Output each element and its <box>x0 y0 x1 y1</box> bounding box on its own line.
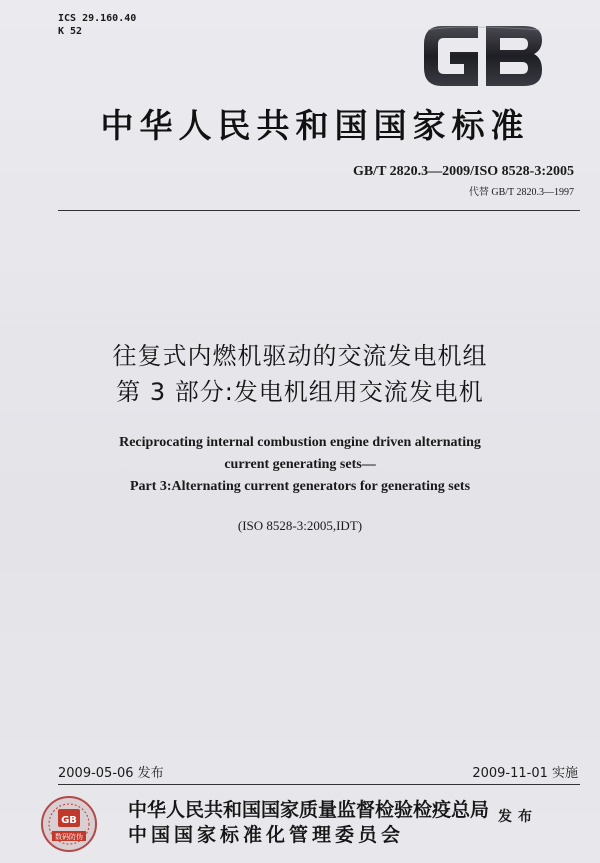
publish-date: 2009-05-06 发布 <box>58 766 164 781</box>
issuer-sac: 中国国家标准化管理委员会 <box>128 824 405 846</box>
title-en-line1: Reciprocating internal combustion engine driven alternating <box>119 435 481 450</box>
seal-label: 数码防伪 <box>55 833 83 841</box>
replaces-standard: 代替 GB/T 2820.3—1997 <box>468 187 574 198</box>
publish-label: 发布 <box>498 809 538 825</box>
title-en-line3: Part 3:Alternating current generators for generating sets <box>129 479 471 494</box>
issuer-aqsiq: 中华人民共和国国家质量监督检验检疫总局 <box>128 799 490 821</box>
title-en-line2: current generating sets— <box>224 457 376 472</box>
gb-logo-icon <box>420 22 546 90</box>
anti-counterfeit-seal-icon <box>40 795 98 853</box>
implementation-date: 2009-11-01 实施 <box>472 766 578 781</box>
title-en <box>0 432 600 498</box>
classification-codes <box>58 12 136 38</box>
iso-equivalence: (ISO 8528-3:2005,IDT) <box>237 518 363 533</box>
title-cn-line1: 往复式内燃机驱动的交流发电机组 <box>112 342 488 370</box>
national-standard-title: 中华人民共和国国家标准 <box>100 106 530 145</box>
top-divider <box>58 210 580 211</box>
bottom-divider <box>58 784 580 785</box>
category-code: K 52 <box>58 26 83 37</box>
standard-number: GB/T 2820.3—2009/ISO 8528-3:2005 <box>352 164 574 179</box>
svg-text:GB: GB <box>61 815 77 826</box>
title-cn-line2: 第 3 部分:发电机组用交流发电机 <box>116 378 484 406</box>
ics-code: ICS 29.160.40 <box>58 13 137 24</box>
